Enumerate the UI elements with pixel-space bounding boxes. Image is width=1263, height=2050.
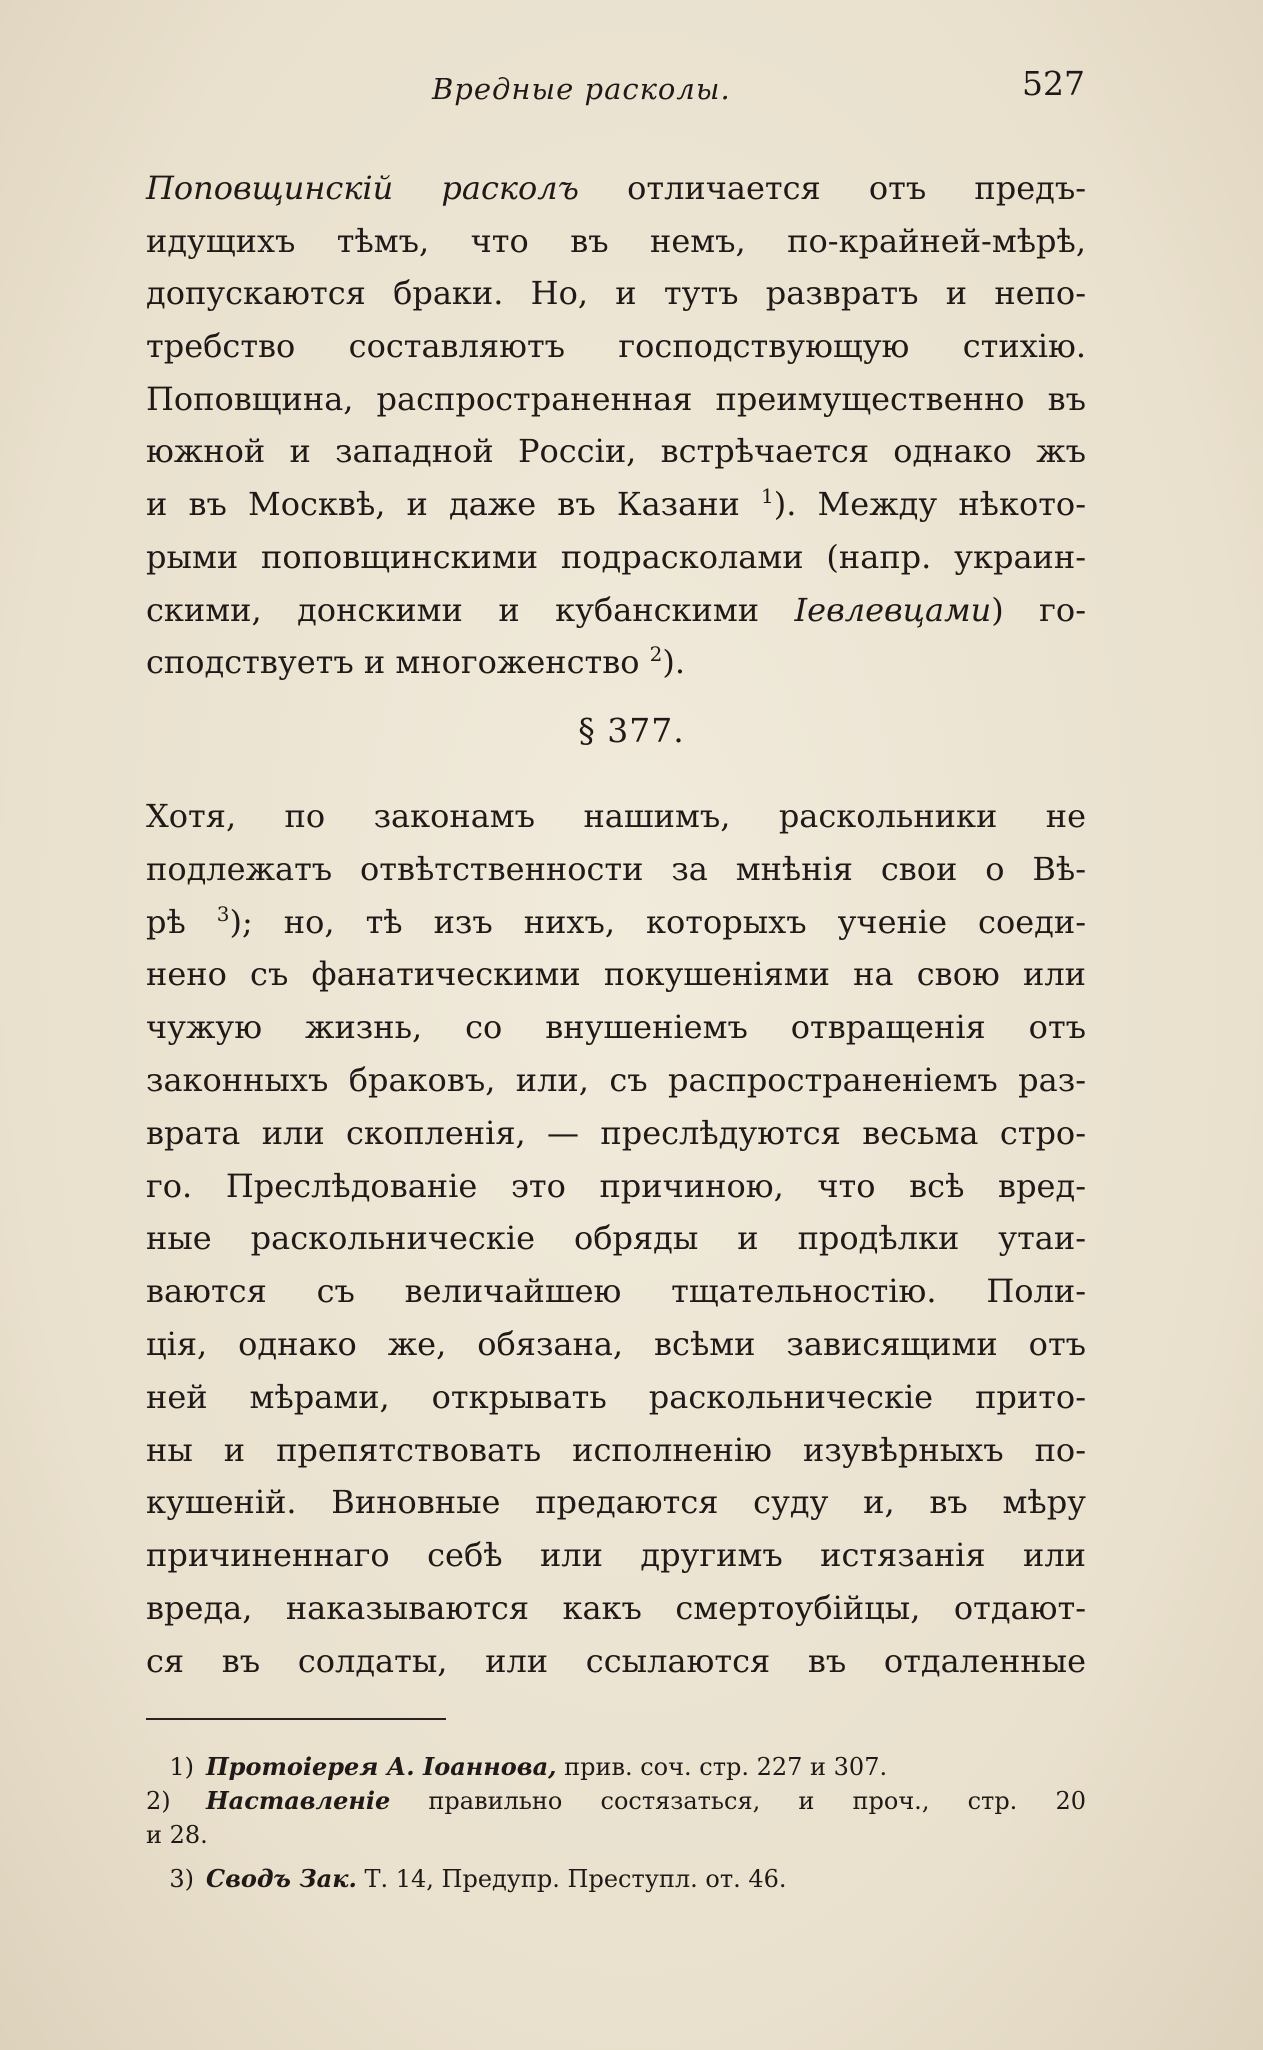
footnote-divider: [146, 1718, 446, 1720]
footnotes: [146, 1750, 1086, 1896]
text-line: [146, 636, 1086, 689]
text-line: ся въ солдаты, или ссылаются въ отдаленные: [146, 1641, 1086, 1680]
text-line: допускаются браки. Но, и тутъ развратъ и непо-: [146, 274, 1086, 313]
text-line: врата или скопленія, — преслѣдуются весьма стро-: [146, 1113, 1086, 1152]
text-line: ные раскольническіе обряды и продѣлки утаи-: [146, 1219, 1086, 1258]
running-title: Вредные расколы.: [432, 72, 731, 106]
cited-work: Протоіерея А. Іоаннова,: [206, 1752, 557, 1781]
footnote-continuation: и 28.: [146, 1821, 208, 1849]
text-run: сподствуетъ и многоженство: [146, 643, 650, 682]
footnote-marker: 1): [169, 1753, 194, 1781]
cited-work: Наставленіе: [206, 1786, 391, 1815]
text-line: вреда, наказываются какъ смертоубійцы, отдают-: [146, 1588, 1086, 1627]
section-heading: § 377.: [578, 711, 685, 750]
text-line: ны и препятствовать исполненію изувѣрныхъ по-: [146, 1430, 1086, 1469]
text-line: Хотя, по законамъ нашимъ, раскольники не: [146, 797, 1086, 835]
footnote-marker: 2): [146, 1787, 171, 1815]
footnote: [146, 1750, 1086, 1784]
text-line: [146, 584, 1086, 637]
text-line: Поповщина, распространенная преимущественно въ: [146, 379, 1086, 418]
text-run: и въ Москвѣ, и даже въ Казани: [146, 485, 761, 524]
text-line: законныхъ браковъ, или, съ распространеніемъ раз-: [146, 1060, 1086, 1099]
text-line: [146, 162, 1086, 215]
text-run: отличается отъ предъ-: [578, 169, 1087, 207]
italic-term: Поповщинскій расколъ: [146, 169, 579, 207]
cited-work: Сводъ Зак.: [206, 1864, 357, 1893]
footnote: [146, 1862, 1086, 1896]
footnote-ref: 1: [761, 484, 774, 509]
text-line: южной и западной Россіи, встрѣчается однако жъ: [146, 432, 1086, 471]
text-run: ) го-: [991, 590, 1087, 629]
text-line: идущихъ тѣмъ, что въ немъ, по-крайней-мѣрѣ,: [146, 221, 1086, 260]
text-run: ).: [662, 643, 686, 682]
text-line: рыми поповщинскими подрасколами (напр. украин-: [146, 537, 1086, 576]
footnote: [146, 1784, 1086, 1818]
text-line: ней мѣрами, открывать раскольническіе прито-: [146, 1377, 1086, 1416]
footnote-ref: 3: [216, 901, 230, 926]
text-line: го. Преслѣдованіе это причиною, что всѣ вред-: [146, 1166, 1086, 1205]
text-line: причиненнаго себѣ или другимъ истязанія или: [146, 1536, 1086, 1575]
text-run: скими, донскими и кубанскими: [146, 590, 795, 629]
text-line: [146, 478, 1086, 531]
running-head: [0, 64, 1263, 112]
page-number: 527: [1022, 64, 1085, 103]
text-line: кушеній. Виновные предаются суду и, въ мѣру: [146, 1483, 1086, 1522]
text-line: ваются съ величайшею тщательностію. Поли-: [146, 1272, 1086, 1311]
text-line: ція, однако же, обязана, всѣми зависящими отъ: [146, 1324, 1086, 1363]
italic-term: Іевлевцами: [794, 590, 992, 629]
text-line: нено съ фанатическими покушеніями на свою или: [146, 955, 1086, 994]
section-paragraph: [146, 790, 1086, 1688]
citation-detail: правильно состязаться, и проч., стр. 20: [390, 1787, 1086, 1815]
text-line: подлежатъ отвѣтственности за мнѣнія свои о Вѣ-: [146, 849, 1086, 888]
text-line: [146, 896, 1086, 949]
paragraph-poposhchina: [146, 162, 1086, 689]
text-run: ). Между нѣкото-: [773, 485, 1087, 524]
text-line: требство составляютъ господствующую стихію.: [146, 327, 1086, 366]
citation-detail: Т. 14, Предупр. Преступл. от. 46.: [356, 1865, 787, 1893]
text-run: рѣ: [146, 902, 217, 941]
footnote-marker: 3): [169, 1865, 194, 1893]
text-run: ); но, тѣ изъ нихъ, которыхъ ученіе соеди-: [229, 902, 1087, 941]
citation-detail: прив. соч. стр. 227 и 307.: [556, 1753, 888, 1781]
text-line: чужую жизнь, со внушеніемъ отвращенія отъ: [146, 1008, 1086, 1047]
footnote-ref: 2: [649, 642, 663, 667]
